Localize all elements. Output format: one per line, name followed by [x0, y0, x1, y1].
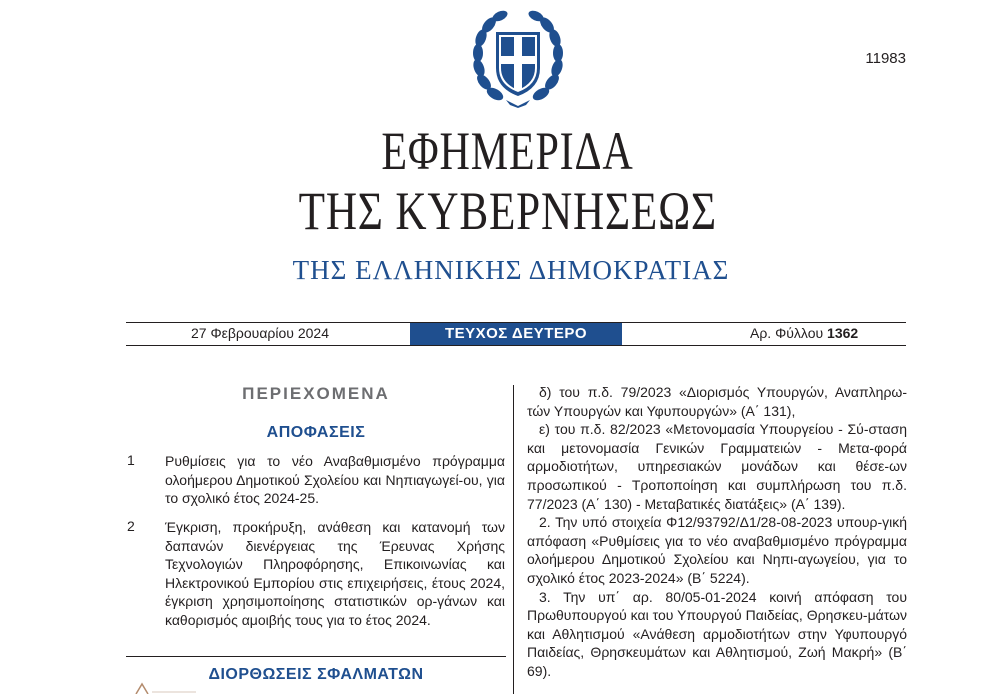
gazette-title-line-1: ΕΦΗΜΕΡΙΔΑ [381, 121, 634, 181]
footer-ornament-icon [128, 680, 198, 694]
column-divider [513, 385, 514, 694]
greek-coat-of-arms-icon [470, 10, 566, 108]
issue-date: 27 Φεβρουαρίου 2024 [191, 325, 329, 341]
right-column [527, 383, 907, 681]
page-number: 11983 [865, 50, 906, 67]
gazette-subtitle: ΤΗΣ ΕΛΛΗΝΙΚΗΣ ΔΗΜΟΚΡΑΤΙΑΣ [292, 255, 730, 285]
paragraph: 2. Την υπό στοιχεία Φ12/93792/Δ1/28-08-2023 υπουρ-γική απόφαση «Ρυθμίσεις για το νέο αναβαθμισμένο πρόγραμμα ολοήμερου Δημοτικού Σχολείου και Νηπι-αγωγείου, για το σχολικό έτος 2023-2024» (Β΄ 5224). [527, 514, 907, 586]
contents-entry-1-number: 1 [127, 452, 135, 468]
contents-entry-2-number: 2 [127, 518, 135, 534]
paragraph: ε) του π.δ. 82/2023 «Μετονομασία Υπουργείου - Σύ-σταση και μετονομασία Γενικών Γραμματειών - Μετα-φορά αρμοδιοτήτων, υπηρεσιακών μονάδων και θέσε-ων προσωπικού - Τροποποίηση και συμπλήρωση του π.δ. 77/2023 (Α΄ 130) - Μεταβατικές διατάξεις» (Α΄ 139). [527, 421, 907, 512]
decisions-heading: ΑΠΟΦΑΣΕΙΣ [266, 424, 366, 441]
contents-heading: ΠΕΡΙΕΧΟΜΕΝΑ [242, 384, 390, 403]
contents-entry-1-text: Ρυθμίσεις για το νέο Αναβαθμισμένο πρόγραμμα ολοήμερου Δημοτικού Σχολείου και Νηπιαγωγεί-ου, για το σχολικό έτος 2024-25. [165, 453, 505, 506]
gazette-title-line-2: ΤΗΣ ΚΥΒΕΡΝΗΣΕΩΣ [298, 181, 717, 241]
paragraph: 3. Την υπ΄ αρ. 80/05-01-2024 κοινή απόφαση του Πρωθυπουργού και του Υπουργού Παιδείας, Θρησκευ-μάτων και Αθλητισμού «Ανάθεση αρμοδιοτήτων στην Υφυπουργό Παιδείας, Θρησκευμάτων και Αθλητισμού, Ζωή Μακρή» (Β΄ 69). [527, 588, 907, 679]
contents-bottom-rule [126, 656, 506, 657]
issue-bar-bottom-rule [126, 345, 906, 346]
errata-heading: ΔΙΟΡΘΩΣΕΙΣ ΣΦΑΛΜΑΤΩΝ [208, 666, 424, 683]
issue-band: ΤΕΥΧΟΣ ΔΕΥΤΕΡΟ [410, 323, 622, 345]
paragraph: δ) του π.δ. 79/2023 «Διορισμός Υπουργών, Αναπληρω-τών Υπουργών και Υφυπουργών» (Α΄ 131), [527, 384, 907, 419]
sheet-number [750, 325, 858, 341]
contents-entry-2-text: Έγκριση, προκήρυξη, ανάθεση και κατανομή των δαπανών διενέργειας της Έρευνας Χρήσης Τεχνολογιών Πληροφόρησης, Επικοινωνίας και Ηλεκτρονικού Εμπορίου στις επιχειρήσεις, έτους 2024, έγκριση χρησιμοποίησης στατιστικών ορ-γάνων και καθορισμός αμοιβής τους για το έτος 2024. [165, 519, 505, 628]
sheet-number-value: 1362 [827, 325, 859, 341]
sheet-number-label: Αρ. Φύλλου [750, 325, 824, 341]
